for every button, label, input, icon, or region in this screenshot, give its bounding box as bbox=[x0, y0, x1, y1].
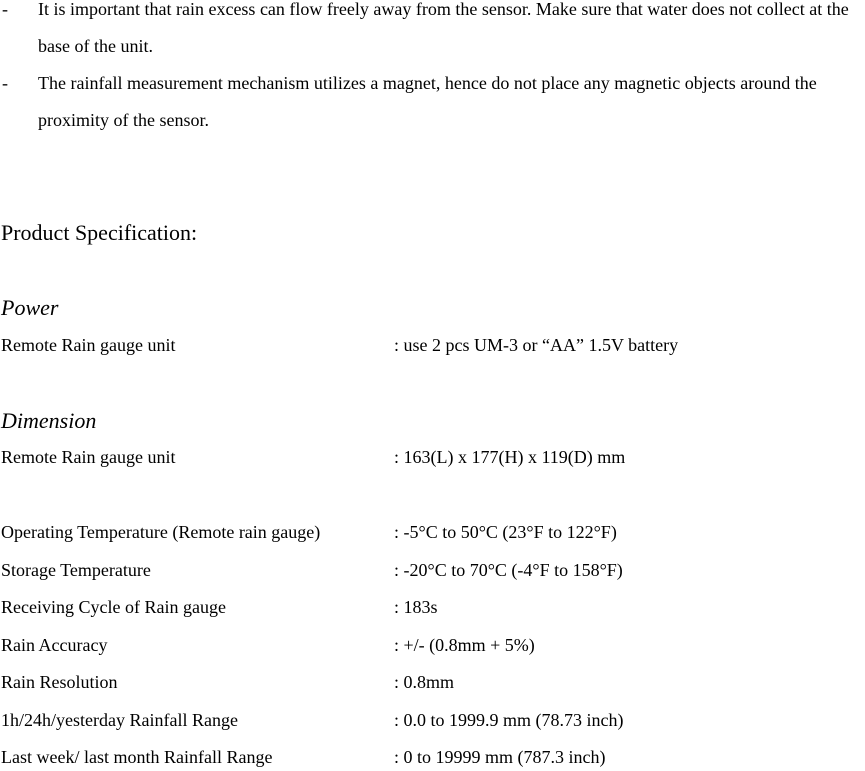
spec-row bbox=[0, 447, 865, 471]
spec-label: Storage Temperature bbox=[1, 560, 151, 580]
spec-value: : +/- (0.8mm + 5%) bbox=[394, 635, 535, 655]
spec-label: Rain Accuracy bbox=[1, 635, 108, 655]
spec-value: : 0 to 19999 mm (787.3 inch) bbox=[394, 747, 606, 767]
spec-row bbox=[0, 335, 865, 359]
spec-value: : use 2 pcs UM-3 or “AA” 1.5V battery bbox=[394, 335, 679, 355]
spec-row bbox=[0, 560, 865, 584]
spec-label: 1h/24h/yesterday Rainfall Range bbox=[1, 710, 238, 730]
spec-value: : 183s bbox=[394, 597, 438, 617]
bullet-item bbox=[0, 0, 865, 65]
spec-row bbox=[0, 747, 865, 771]
spec-row bbox=[0, 710, 865, 734]
spec-label: Remote Rain gauge unit bbox=[1, 447, 176, 467]
spec-label: Remote Rain gauge unit bbox=[1, 335, 176, 355]
bullet-text: The rainfall measurement mechanism utilizes a magnet, hence do not place any magnetic objects around the proximity of the sensor. bbox=[38, 73, 817, 130]
spec-value: : -5°C to 50°C (23°F to 122°F) bbox=[394, 522, 617, 542]
spec-row bbox=[0, 672, 865, 696]
spec-row bbox=[0, 597, 865, 621]
bullet-text: It is important that rain excess can flow freely away from the sensor. Make sure that water does not collect at the base of the unit. bbox=[38, 0, 849, 56]
spec-label: Receiving Cycle of Rain gauge bbox=[1, 597, 226, 617]
bullet-dash: - bbox=[2, 0, 8, 19]
page-heading: Product Specification: bbox=[1, 220, 198, 245]
spec-label: Last week/ last month Rainfall Range bbox=[1, 747, 273, 767]
section-title-dimension: Dimension bbox=[1, 408, 97, 433]
spec-value: : -20°C to 70°C (-4°F to 158°F) bbox=[394, 560, 623, 580]
bullet-dash: - bbox=[2, 73, 8, 93]
spec-value: : 163(L) x 177(H) x 119(D) mm bbox=[394, 447, 626, 467]
spec-row bbox=[0, 522, 865, 546]
spec-value: : 0.0 to 1999.9 mm (78.73 inch) bbox=[394, 710, 624, 730]
spec-label: Rain Resolution bbox=[1, 672, 118, 692]
spec-label: Operating Temperature (Remote rain gauge) bbox=[1, 522, 321, 542]
spec-row bbox=[0, 635, 865, 659]
spec-value: : 0.8mm bbox=[394, 672, 455, 692]
section-title-power: Power bbox=[1, 295, 59, 320]
bullet-item bbox=[0, 65, 865, 139]
